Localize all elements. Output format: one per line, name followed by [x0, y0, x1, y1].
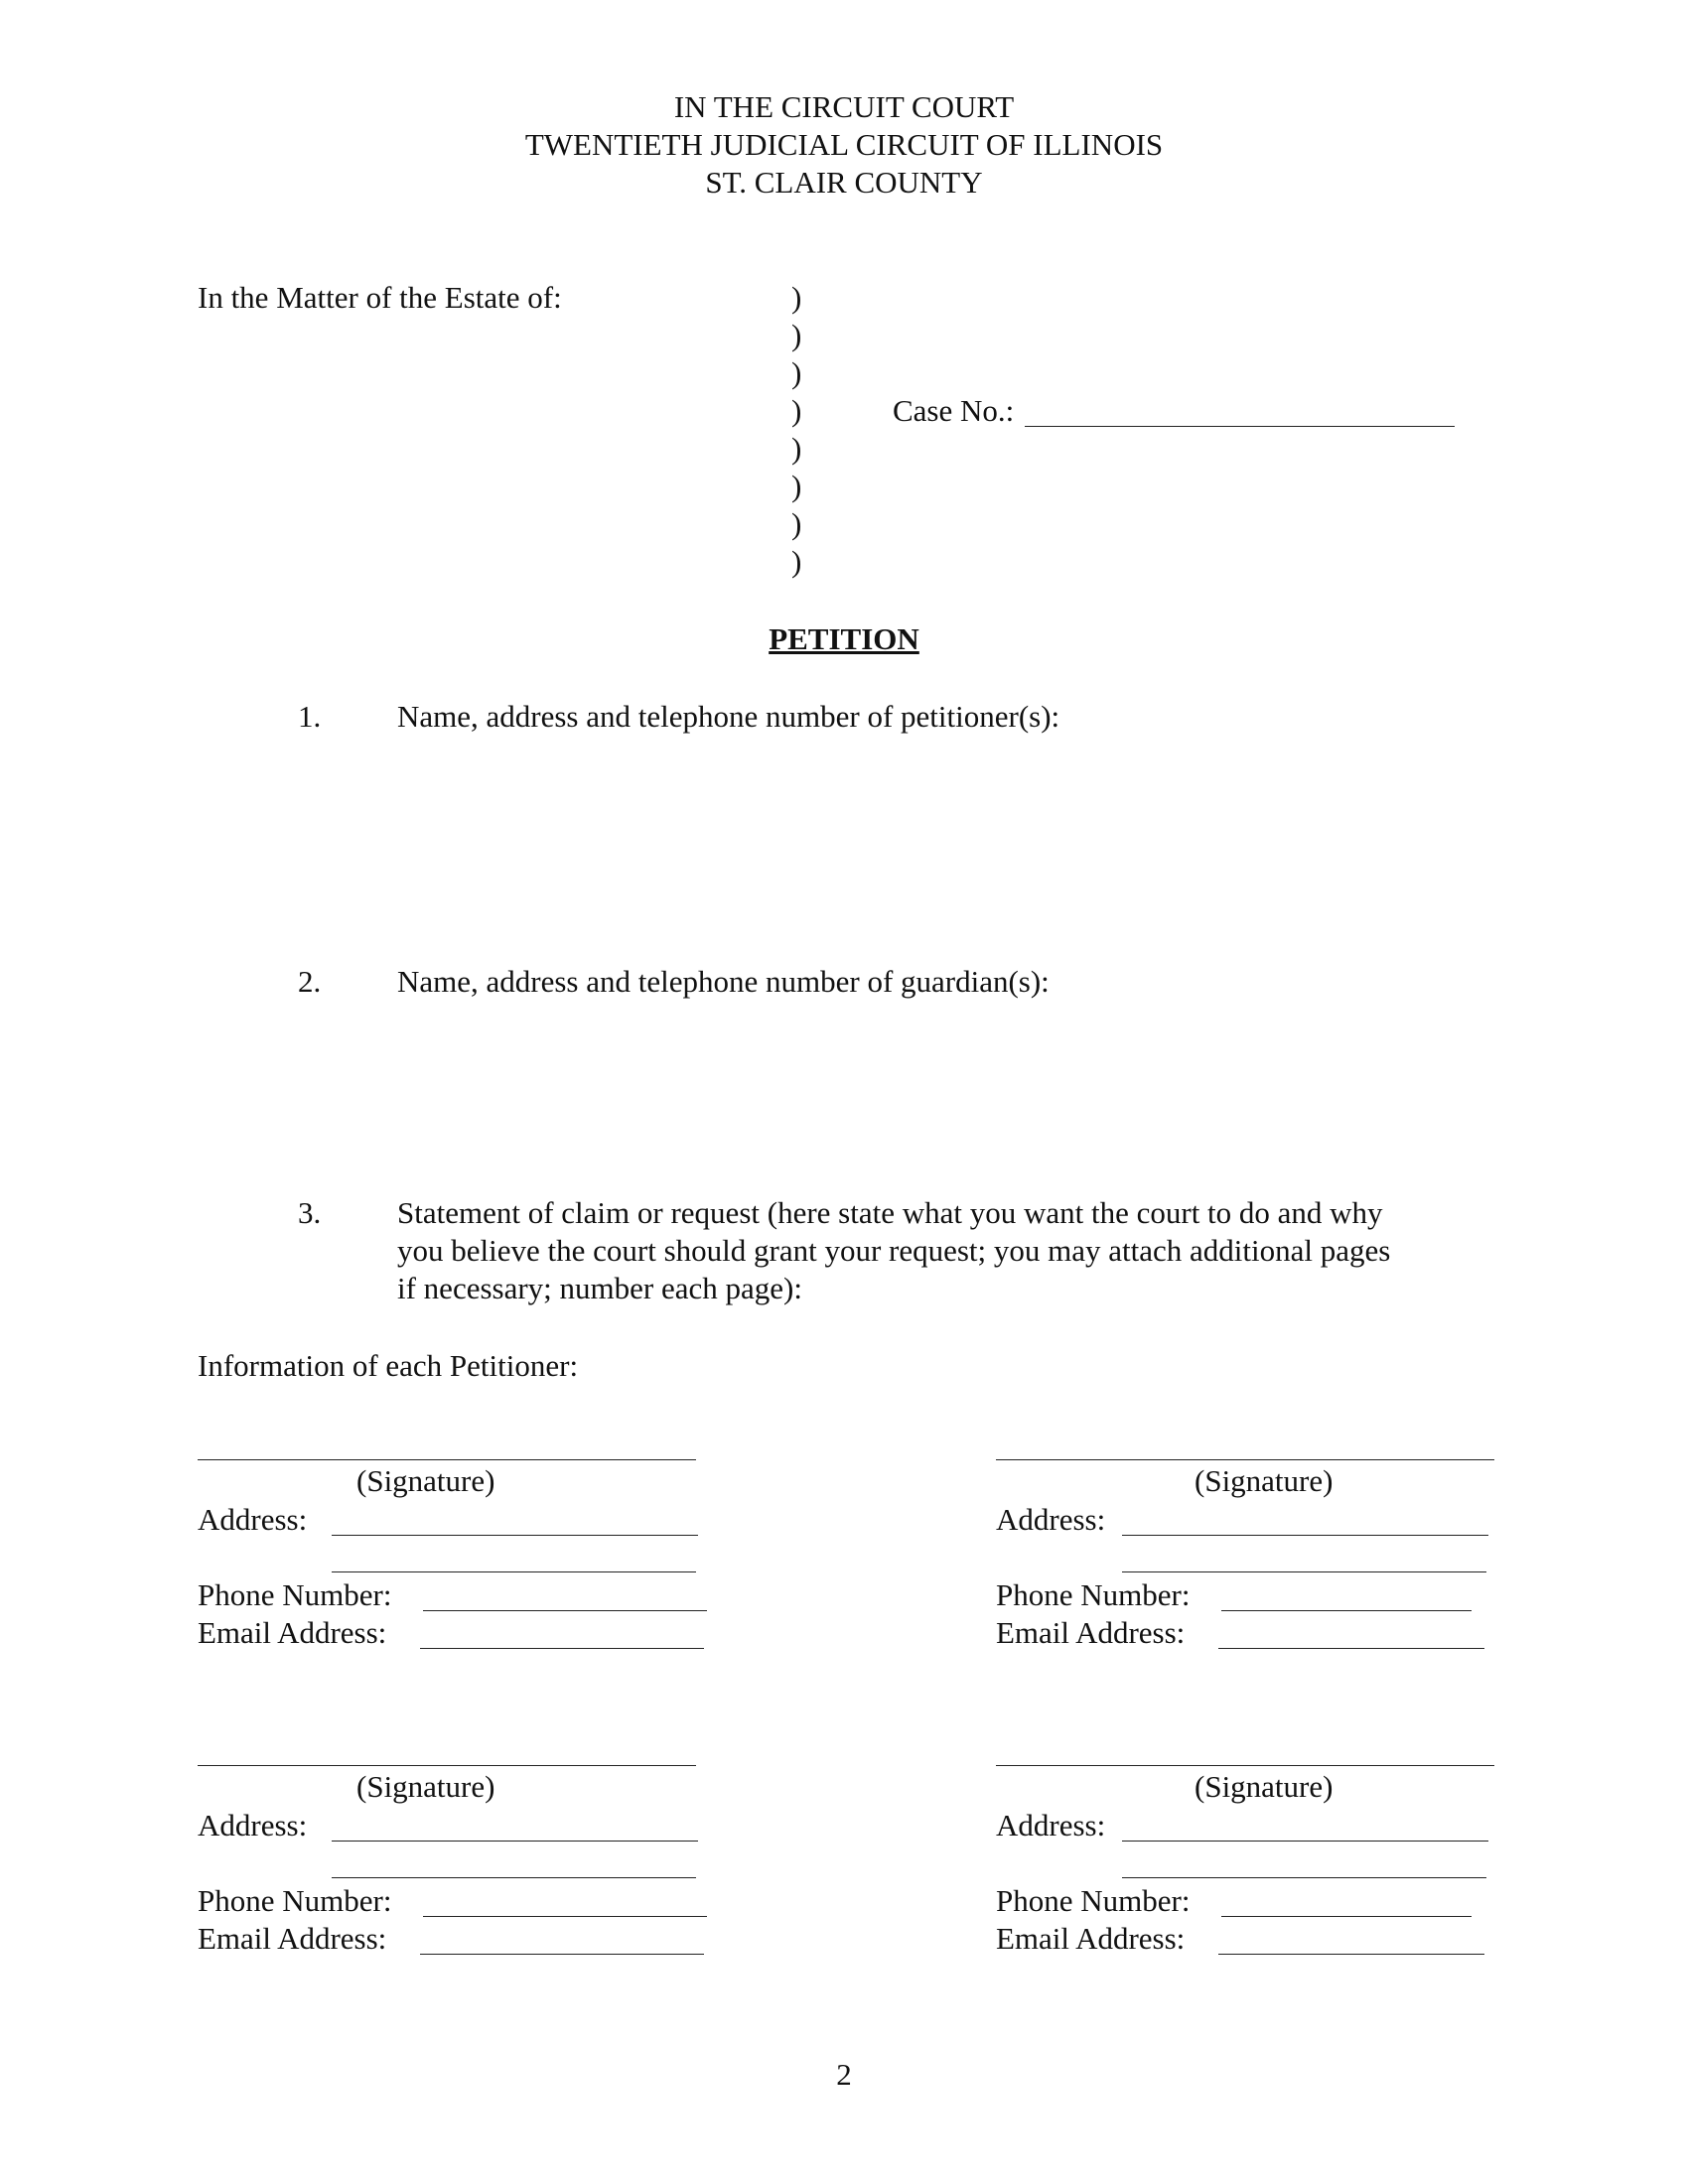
signature-label: (Signature) — [356, 1769, 495, 1804]
address-field-line2[interactable] — [332, 1877, 696, 1878]
email-label: Email Address: — [198, 1921, 387, 1956]
caption-paren: ) — [791, 544, 802, 579]
caption-paren: ) — [791, 355, 802, 390]
item-text: Name, address and telephone number of petitioner(s): — [397, 699, 1060, 734]
signature-label: (Signature) — [1195, 1769, 1334, 1804]
page-number: 2 — [836, 2057, 852, 2092]
case-number-field[interactable] — [1025, 426, 1455, 427]
phone-label: Phone Number: — [996, 1577, 1191, 1612]
address-field[interactable] — [332, 1535, 698, 1536]
phone-label: Phone Number: — [198, 1577, 392, 1612]
caption-paren: ) — [791, 431, 802, 466]
court-name: IN THE CIRCUIT COURT — [673, 89, 1015, 124]
phone-label: Phone Number: — [996, 1883, 1191, 1918]
email-field[interactable] — [1218, 1648, 1484, 1649]
email-label: Email Address: — [996, 1615, 1186, 1650]
item-number: 1. — [298, 699, 322, 734]
signature-line[interactable] — [996, 1765, 1494, 1766]
document-title: PETITION — [769, 621, 919, 656]
item-number: 2. — [298, 964, 322, 999]
case-number-label: Case No.: — [893, 393, 1015, 428]
address-field-line2[interactable] — [1122, 1571, 1486, 1572]
estate-matter-label: In the Matter of the Estate of: — [198, 280, 562, 315]
item-text: Name, address and telephone number of guardian(s): — [397, 964, 1050, 999]
email-field[interactable] — [1218, 1954, 1484, 1955]
phone-field[interactable] — [423, 1610, 707, 1611]
item-text-line: if necessary; number each page): — [397, 1271, 802, 1305]
item-text-line: Statement of claim or request (here state what you want the court to do and why — [397, 1195, 1383, 1230]
phone-field[interactable] — [423, 1916, 707, 1917]
email-field[interactable] — [420, 1954, 704, 1955]
phone-label: Phone Number: — [198, 1883, 392, 1918]
circuit-name: TWENTIETH JUDICIAL CIRCUIT OF ILLINOIS — [524, 127, 1164, 162]
address-label: Address: — [198, 1502, 308, 1537]
address-field-line2[interactable] — [1122, 1877, 1486, 1878]
address-label: Address: — [198, 1808, 308, 1843]
email-label: Email Address: — [996, 1921, 1186, 1956]
item-number: 3. — [298, 1195, 322, 1230]
caption-paren: ) — [791, 280, 802, 315]
signature-line[interactable] — [198, 1459, 696, 1460]
item-text-line: you believe the court should grant your request; you may attach additional pages — [397, 1233, 1391, 1268]
signature-line[interactable] — [996, 1459, 1494, 1460]
address-label: Address: — [996, 1808, 1106, 1843]
phone-field[interactable] — [1221, 1610, 1472, 1611]
address-field[interactable] — [1122, 1535, 1488, 1536]
signature-label: (Signature) — [356, 1463, 495, 1498]
signature-line[interactable] — [198, 1765, 696, 1766]
caption-paren: ) — [791, 318, 802, 352]
address-field-line2[interactable] — [332, 1571, 696, 1572]
caption-paren: ) — [791, 506, 802, 541]
caption-paren: ) — [791, 469, 802, 503]
email-label: Email Address: — [198, 1615, 387, 1650]
petitioner-info-heading: Information of each Petitioner: — [198, 1348, 579, 1383]
signature-label: (Signature) — [1195, 1463, 1334, 1498]
phone-field[interactable] — [1221, 1916, 1472, 1917]
address-field[interactable] — [332, 1841, 698, 1842]
address-label: Address: — [996, 1502, 1106, 1537]
email-field[interactable] — [420, 1648, 704, 1649]
county-name: ST. CLAIR COUNTY — [705, 165, 983, 200]
address-field[interactable] — [1122, 1841, 1488, 1842]
caption-paren: ) — [791, 393, 802, 428]
